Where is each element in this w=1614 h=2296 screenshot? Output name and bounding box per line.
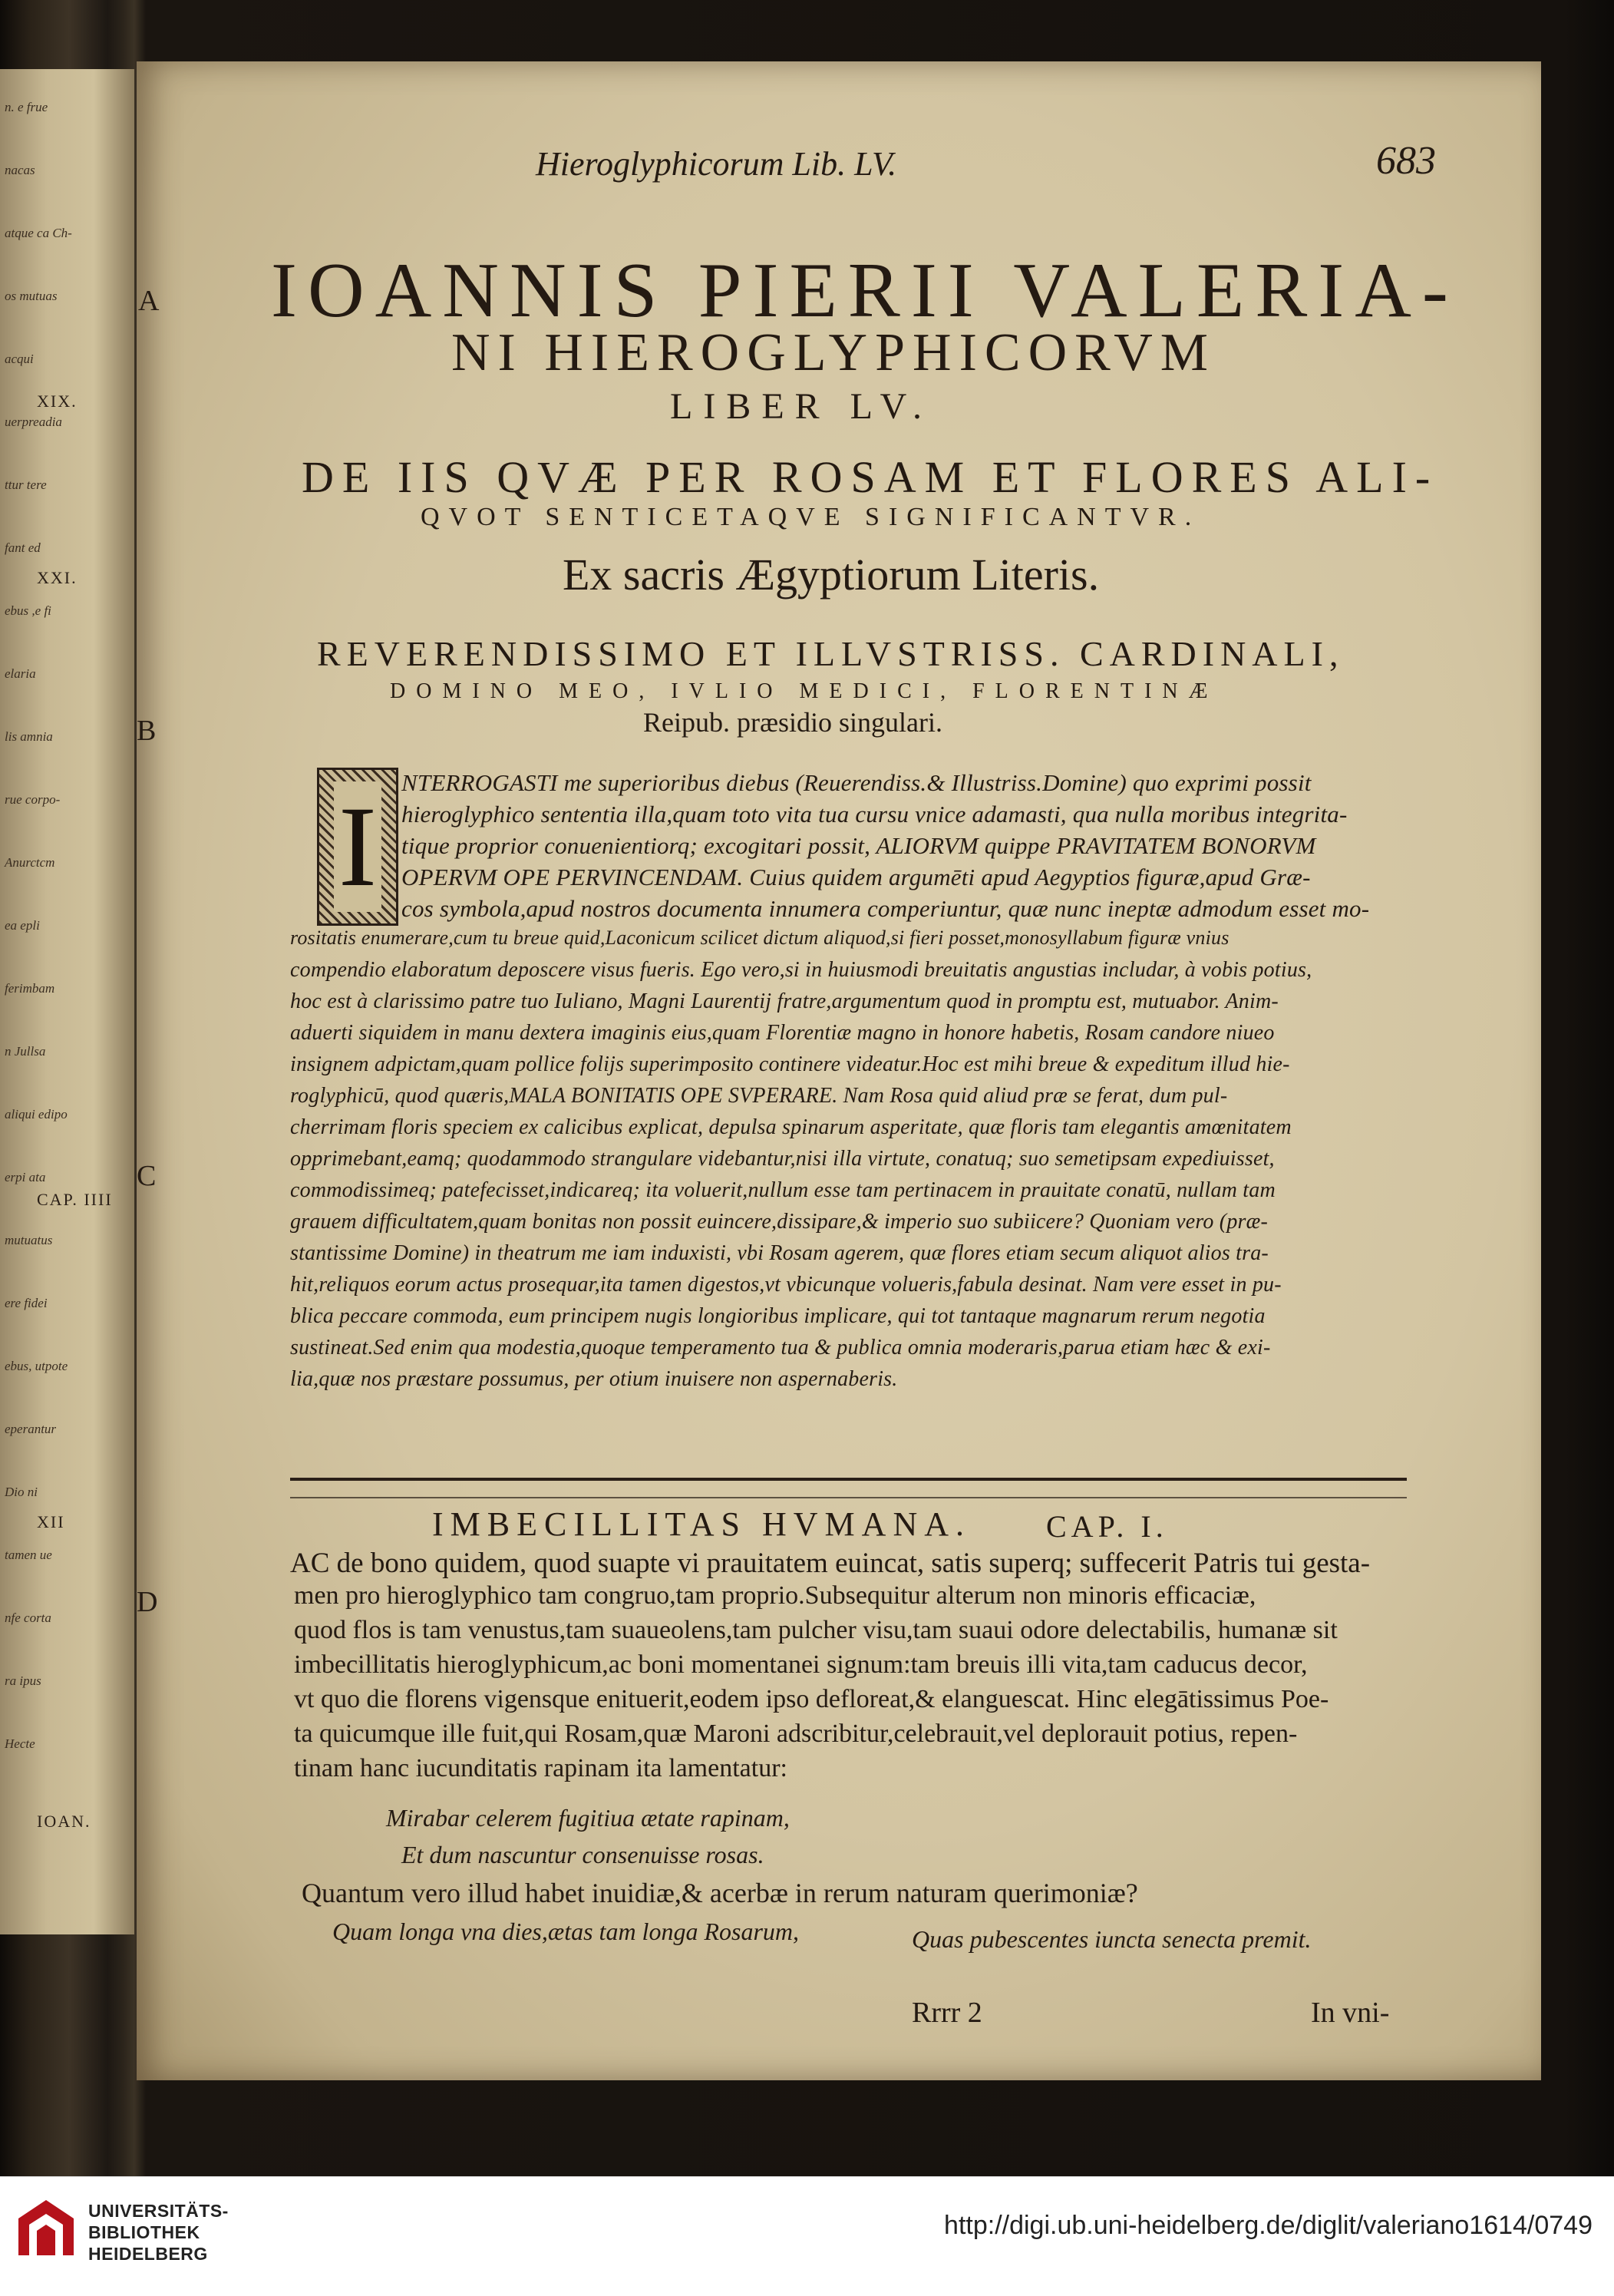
- preface-line: blica peccare commoda, eum principem nugis longioribus implicare, qui tot tantaque magnarum rerum negotia: [290, 1304, 1266, 1328]
- left-page-text: acqui: [5, 352, 34, 366]
- preface-line: stantissime Domine) in theatrum me iam induxisti, vbi Rosam agerem, quæ flores etiam secum aliquot alios tra-: [290, 1241, 1269, 1265]
- left-page-margin-mark: CAP. IIII: [37, 1190, 113, 1209]
- title-line-2: NI HIEROGLYPHICORVM: [451, 323, 1216, 382]
- preface-line: insignem adpictam,quam pollice folijs superimposito continere videatur.Hoc est mihi breue & expeditum illud hie-: [290, 1052, 1290, 1076]
- preface-line: hoc est à clarissimo patre tuo Iuliano, Magni Laurentij fratre,argumentum quod in promptu est, mutuabor. Anim-: [290, 989, 1279, 1013]
- chapter-line: AC de bono quidem, quod suapte vi prauitatem euincat, satis superq; suffecerit Patris tui gesta-: [290, 1548, 1371, 1579]
- preface-line: cherrimam floris speciem ex calicibus explicat, depulsa spinarum asperitate, quæ floris tam elegantis amœnitatem: [290, 1115, 1292, 1139]
- left-page-margin-mark: XXI.: [37, 568, 78, 587]
- library-name-line: UNIVERSITÄTS-: [88, 2201, 229, 2221]
- chapter-line: tinam hanc iucunditatis rapinam ita lamentatur:: [294, 1754, 787, 1782]
- left-page-text: eperantur: [5, 1422, 57, 1436]
- left-page-fragment: [0, 69, 134, 1934]
- left-page-text: aliqui edipo: [5, 1107, 68, 1122]
- chapter-line: quod flos is tam venustus,tam suaueolens,tam pulcher visu,tam suaui odore delectabilis, humanæ sit: [294, 1616, 1338, 1644]
- initial-letter: I: [334, 781, 381, 912]
- chapter-line: imbecillitatis hieroglyphicum,ac boni momentanei signum:tam breuis illi vita,tam caducus decor,: [294, 1650, 1308, 1679]
- chapter-label: CAP. I.: [1046, 1509, 1168, 1544]
- left-page-text: lis amnia: [5, 729, 53, 744]
- catchword: In vni-: [1311, 1997, 1390, 2029]
- section-rule: [290, 1478, 1407, 1481]
- library-name[interactable]: [88, 2200, 229, 2265]
- left-page-text: fant ed: [5, 540, 41, 555]
- book-page: [137, 61, 1541, 2080]
- chapter-line: men pro hieroglyphico tam congruo,tam proprio.Subsequitur alterum non minoris efficaciæ,: [294, 1581, 1256, 1610]
- preface-line: lia,quæ nos præstare possumus, per otium inuisere non aspernaberis.: [290, 1367, 898, 1391]
- left-page-text: nfe corta: [5, 1611, 51, 1625]
- viewer-footer: [0, 2176, 1614, 2296]
- preface-line: cos symbola,apud nostros documenta innumera comperiuntur, quæ nunc ineptæ admodum esset mo-: [401, 895, 1370, 922]
- left-page-text: ttur tere: [5, 477, 47, 492]
- preface-line: hit,reliquos eorum actus prosequar,ita tamen digestos,vt vbicunque volueris,fabula desinat. Nam vere esset in pu-: [290, 1273, 1282, 1297]
- left-page-margin-mark: XII: [37, 1512, 65, 1531]
- preface-line: commodissimeq; patefecisset,indicareq; ita voluerit,nullum esse tam pertinacem in prauitate conatū, nullam tam: [290, 1178, 1276, 1202]
- left-page-text: n. e frue: [5, 100, 48, 114]
- decorated-initial: [317, 768, 398, 926]
- verse-line: Quas pubescentes iuncta senecta premit.: [912, 1925, 1312, 1953]
- left-page-text: tamen ue: [5, 1548, 52, 1562]
- page-url-link[interactable]: http://digi.ub.uni-heidelberg.de/diglit/valeriano1614/0749: [944, 2211, 1593, 2240]
- dedication-line-1: REVERENDISSIMO ET ILLVSTRISS. CARDINALI,: [317, 634, 1345, 673]
- chapter-line: Quantum vero illud habet inuidiæ,& acerbæ in rerum naturam querimoniæ?: [302, 1878, 1138, 1908]
- left-page-text: Hecte: [5, 1736, 35, 1751]
- library-name-line: HEIDELBERG: [88, 2244, 208, 2264]
- preface-line: roglyphicū, quod quæris,MALA BONITATIS OPE SVPERARE. Nam Rosa quid aliud præ se ferat, dum pul-: [290, 1084, 1228, 1108]
- left-page-text: ere fidei: [5, 1296, 48, 1310]
- preface-line: tique proprior conuenientiorq; excogitari possit, ALIORVM quippe PRAVITATEM BONORVM: [401, 832, 1316, 859]
- left-page-margin-mark: IOAN.: [37, 1812, 91, 1831]
- chapter-line: vt quo die florens vigensque enituerit,eodem ipso defloreat,& elanguescat. Hinc elegātissimus Poe-: [294, 1685, 1329, 1713]
- left-page-text: mutuatus: [5, 1233, 53, 1247]
- preface-line: compendio elaboratum deposcere visus fueris. Ego vero,si in huiusmodi breuitatis angustias includar, à vobis potius,: [290, 958, 1312, 982]
- margin-letter-b: B: [137, 715, 157, 747]
- left-page-text: os mutuas: [5, 289, 58, 303]
- chapter-line: ta quicumque ille fuit,qui Rosam,quæ Maroni adscribitur,celebrauit,vel deplorauit potius, repen-: [294, 1720, 1298, 1748]
- preface-line: grauem difficultatem,quam bonitas non possit euincere,dissipare,& imperio suo subiicere? Quoniam vero (præ-: [290, 1210, 1269, 1234]
- margin-letter-a: A: [138, 285, 160, 317]
- left-page-text: ebus ,e fi: [5, 603, 51, 618]
- margin-letter-c: C: [137, 1160, 157, 1192]
- chapter-heading: IMBECILLITAS HVMANA.: [432, 1505, 972, 1543]
- signature-mark: Rrrr 2: [912, 1997, 982, 2029]
- preface-line: rositatis enumerare,cum tu breue quid,Laconicum scilicet dictum aliquod,si fieri posset,monosyllabum figuræ vnius: [290, 927, 1229, 949]
- left-page-text: rue corpo-: [5, 792, 61, 807]
- library-name-line: BIBLIOTHEK: [88, 2222, 200, 2242]
- preface-line: sustineat.Sed enim qua modestia,quoque temperamento tua & publica omnia moderaris,parua etiam hæc & exi-: [290, 1336, 1271, 1359]
- margin-letter-d: D: [137, 1586, 158, 1618]
- preface-line: NTERROGASTI me superioribus diebus (Reuerendiss.& Illustriss.Domine) quo exprimi possit: [401, 769, 1312, 796]
- left-page-text: elaria: [5, 666, 36, 681]
- section-rule-thin: [290, 1497, 1407, 1498]
- dedication-line-2: DOMINO MEO, IVLIO MEDICI, FLORENTINÆ: [390, 679, 1219, 703]
- left-page-text: atque ca Ch-: [5, 226, 72, 240]
- preface-line: hieroglyphico sententia illa,quam toto vita tua cursu vnice adamasti, qua nulla moribus integrita-: [401, 801, 1348, 828]
- dedication-line-3: Reipub. præsidio singulari.: [643, 707, 942, 738]
- preface-line: aduerti siquidem in manu dextera imaginis eius,quam Florentiæ magno in honore habetis, Rosam candore niueo: [290, 1021, 1275, 1045]
- left-page-text: ebus, utpote: [5, 1359, 68, 1373]
- left-page-text: nacas: [5, 163, 35, 177]
- left-page-text: uerpreadia: [5, 415, 62, 429]
- left-page-text: n Jullsa: [5, 1044, 46, 1059]
- running-head: Hieroglyphicorum Lib. LV.: [536, 145, 897, 183]
- left-page-text: Dio ni: [5, 1485, 38, 1499]
- left-page-text: erpi ata: [5, 1170, 46, 1184]
- left-page-margin-mark: XIX.: [37, 391, 78, 411]
- left-page-text: ferimbam: [5, 981, 55, 996]
- verse-line: Quam longa vna dies,ætas tam longa Rosarum,: [332, 1918, 799, 1945]
- preface-line: opprimebant,eamq; quodammodo strangulare videbantur,nisi illa virtute, conatuq; suo semetipsam expediuisset,: [290, 1147, 1275, 1171]
- verse-line: Et dum nascuntur consenuisse rosas.: [401, 1841, 764, 1868]
- page-number: 683: [1376, 139, 1436, 183]
- title-line-1: IOANNIS PIERII VALERIA-: [271, 247, 1459, 334]
- library-logo-icon[interactable]: [14, 2195, 78, 2260]
- verse-line: Mirabar celerem fugitiua ætate rapinam,: [386, 1804, 790, 1832]
- preface-line: OPERVM OPE PERVINCENDAM. Cuius quidem argumēti apud Aegyptios figuræ,apud Græ-: [401, 864, 1311, 890]
- subtitle-line-1: DE IIS QVÆ PER ROSAM ET FLORES ALI-: [302, 452, 1439, 502]
- title-line-3: LIBER LV.: [670, 386, 933, 427]
- left-page-text: Anurctcm: [5, 855, 55, 870]
- left-page-text: ra ipus: [5, 1673, 41, 1688]
- subtitle-line-2: QVOT SENTICETAQVE SIGNIFICANTVR.: [421, 503, 1201, 531]
- left-page-text: ea epli: [5, 918, 40, 933]
- source-heading: Ex sacris Ægyptiorum Literis.: [563, 550, 1100, 600]
